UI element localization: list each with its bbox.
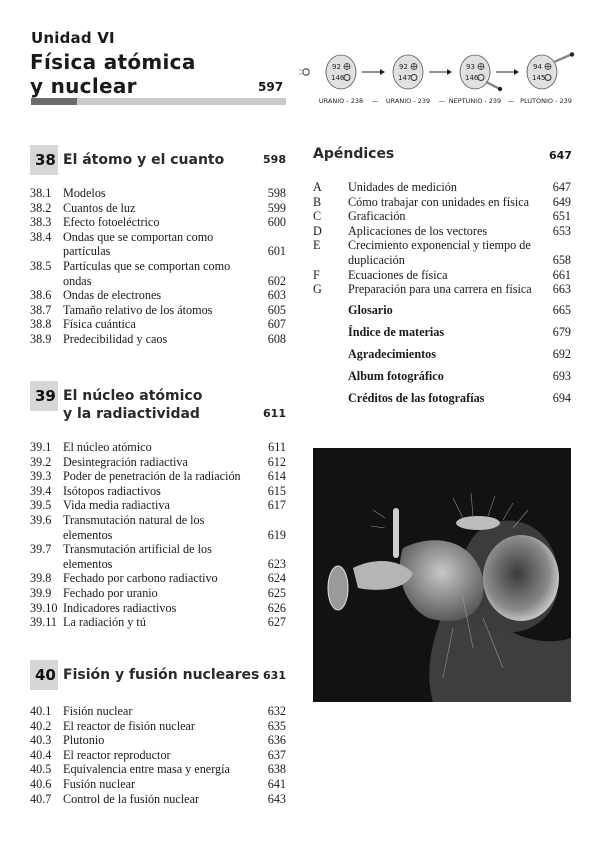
entry-page: 607 [267, 317, 286, 332]
back-matter-item[interactable] [348, 369, 571, 391]
entry-title: Preparación para una carrera en física [348, 282, 532, 297]
back-matter-item[interactable] [348, 303, 571, 325]
entry-page: 602 [267, 273, 286, 288]
entry-title: El núcleo atómico [63, 440, 152, 454]
entry-number: 38.6 [30, 288, 52, 303]
entry-number: B [313, 194, 322, 209]
toc-section-item[interactable] [30, 498, 286, 513]
entry-title: Isótopos radiactivos [63, 483, 161, 498]
toc-section-item[interactable] [30, 762, 286, 777]
entry-page: 608 [267, 331, 286, 346]
chapter-page: 631 [263, 669, 286, 682]
entry-number: G [313, 282, 322, 297]
entry-number: 40.2 [30, 718, 52, 733]
entry-title: Créditos de las fotografías [348, 391, 485, 405]
label-separator: — [438, 97, 446, 105]
entry-number: 39.6 [30, 512, 52, 527]
nucleus-circle [393, 55, 423, 89]
entry-title: Graficación [348, 209, 406, 224]
appendix-item[interactable] [313, 268, 571, 283]
entry-page: 635 [267, 718, 286, 733]
entry-title: Física cuántica [63, 317, 136, 332]
chapter-39-sections [30, 440, 286, 630]
entry-page: 694 [552, 391, 571, 405]
chapter-38-header[interactable] [30, 145, 286, 179]
entry-title: Poder de penetración de la radiación [63, 469, 241, 484]
entry-title: Vida media radiactiva [63, 498, 170, 513]
chapter-number: 40 [35, 666, 56, 684]
entry-title: Desintegración radiactiva [63, 454, 188, 469]
entry-number: 39.10 [30, 600, 58, 615]
unit-divider-bar [31, 98, 286, 105]
entry-title: Cómo trabajar con unidades en física [348, 194, 530, 209]
unit-label: Unidad VI [31, 29, 115, 47]
entry-page: 643 [267, 791, 286, 806]
toc-section-item[interactable] [30, 332, 286, 347]
entry-title: Índice de materias [348, 325, 445, 339]
neutron-count: 147 [398, 74, 412, 82]
nucleus-circle [326, 55, 356, 89]
entry-title: Equivalencia entre masa y energía [63, 762, 230, 777]
entry-title: Transmutación artificial de los elementos [63, 542, 212, 571]
entry-title: Fechado por uranio [63, 585, 158, 600]
entry-page: 692 [552, 347, 571, 361]
nucleus-2 [393, 55, 423, 89]
toc-section-item[interactable] [30, 542, 286, 571]
label-separator: — [371, 97, 379, 105]
toc-section-item[interactable] [30, 792, 286, 807]
chapter-number: 38 [35, 151, 56, 169]
chapter-40-header[interactable] [30, 660, 286, 694]
nucleus-label: URANIO - 238 [318, 97, 364, 105]
entry-page: 651 [552, 209, 571, 224]
toc-section-item[interactable] [30, 615, 286, 630]
nucleus-1 [326, 55, 356, 89]
entry-title: Indicadores radiactivos [63, 600, 177, 615]
chapter-38-sections [30, 186, 286, 347]
entry-title: Unidades de medición [348, 180, 457, 194]
entry-title: Plutonio [63, 733, 105, 748]
appendix-item[interactable] [313, 195, 571, 210]
appendix-item[interactable] [313, 209, 571, 224]
entry-page: 649 [552, 194, 571, 209]
entry-page: 603 [267, 288, 286, 303]
appendix-item[interactable] [313, 238, 571, 267]
entry-number: 40.5 [30, 762, 52, 777]
entry-page: 665 [552, 303, 571, 317]
entry-number: A [313, 180, 322, 194]
entry-page: 611 [268, 440, 286, 454]
proton-count: 92 [399, 63, 408, 71]
entry-title: Fusión nuclear [63, 776, 136, 791]
appendix-item[interactable] [313, 224, 571, 239]
appendices-list [313, 180, 571, 297]
entry-number: 39.7 [30, 542, 52, 557]
entry-page: 661 [552, 267, 571, 282]
entry-number: 38.7 [30, 302, 52, 317]
entry-number: 38.2 [30, 200, 52, 215]
toc-section-item[interactable] [30, 513, 286, 542]
entry-number: 39.11 [30, 615, 57, 630]
entry-number: 39.2 [30, 454, 52, 469]
back-matter-list [348, 303, 571, 413]
label-separator: — [507, 97, 515, 105]
entry-number: 40.4 [30, 747, 52, 762]
unit-page-number: 597 [258, 80, 284, 94]
entry-page: 679 [552, 325, 571, 339]
entry-title: Album fotográfico [348, 369, 444, 383]
nucleus-3 [460, 55, 490, 89]
entry-title: Cuantos de luz [63, 200, 136, 215]
entry-page: 600 [267, 215, 286, 230]
chapter-title: Fisión y fusión nucleares [63, 667, 260, 683]
entry-number: 38.9 [30, 331, 52, 346]
entry-number: 39.1 [30, 440, 52, 454]
entry-title: La radiación y tú [63, 615, 146, 630]
entry-page: 658 [552, 252, 571, 267]
entry-number: 38.3 [30, 215, 52, 230]
toc-section-item[interactable] [30, 317, 286, 332]
entry-page: 632 [267, 704, 286, 718]
entry-page: 627 [267, 615, 286, 630]
uranium-decay-diagram [296, 52, 586, 112]
entry-page: 617 [267, 498, 286, 513]
entry-page: 636 [267, 733, 286, 748]
entry-page: 693 [552, 369, 571, 383]
entry-page: 623 [267, 556, 286, 571]
toc-section-item[interactable] [30, 186, 286, 201]
entry-page: 624 [267, 571, 286, 586]
nucleus-label: URANIO - 239 [385, 97, 431, 105]
entry-title: El reactor reproductor [63, 747, 171, 762]
entry-title: Tamaño relativo de los átomos [63, 302, 213, 317]
toc-section-item[interactable] [30, 704, 286, 719]
unit-title-line2: y nuclear [30, 74, 137, 98]
entry-title: El reactor de fisión nuclear [63, 718, 195, 733]
toc-section-item[interactable] [30, 586, 286, 601]
chapter-39-header[interactable] [30, 381, 286, 421]
entry-page: 605 [267, 302, 286, 317]
toc-section-item[interactable] [30, 303, 286, 318]
toc-section-item[interactable] [30, 230, 286, 259]
entry-number: 39.8 [30, 571, 52, 586]
entry-number: 38.4 [30, 229, 52, 244]
entry-title: Agradecimientos [348, 347, 437, 361]
chapter-title: El átomo y el cuanto [63, 152, 225, 168]
entry-page: 647 [552, 180, 571, 194]
chapter-title: El núcleo atómico y la radiactividad [63, 388, 203, 422]
entry-title: Crecimiento exponencial y tiempo de duplicación [348, 238, 531, 267]
appendices-page: 647 [549, 149, 572, 162]
entry-title: Predecibilidad y caos [63, 331, 168, 346]
entry-page: 614 [267, 469, 286, 484]
entry-number: F [313, 267, 320, 282]
entry-page: 638 [267, 762, 286, 777]
entry-title: Fisión nuclear [63, 704, 133, 718]
toc-section-item[interactable] [30, 455, 286, 470]
entry-title: Ondas de electrones [63, 288, 162, 303]
proton-count: 94 [533, 63, 542, 71]
entry-page: 599 [267, 200, 286, 215]
entry-title: Glosario [348, 303, 393, 317]
entry-number: 38.5 [30, 258, 52, 273]
neutron-count: 146 [331, 74, 345, 82]
entry-title: Ecuaciones de física [348, 267, 448, 282]
back-matter-item[interactable] [348, 391, 571, 413]
toc-section-item[interactable] [30, 571, 286, 586]
entry-number: D [313, 223, 322, 238]
toc-section-item[interactable] [30, 719, 286, 734]
nucleus-label: PLUTONIO - 239 [520, 97, 572, 105]
chapter-40-sections [30, 704, 286, 806]
appendices-title[interactable]: Apéndices [313, 146, 395, 162]
nucleus-4 [527, 55, 557, 89]
toc-section-item[interactable] [30, 215, 286, 230]
chapter-page: 598 [263, 153, 286, 166]
entry-page: 598 [267, 186, 286, 200]
entry-number: 38.1 [30, 186, 52, 200]
appendix-item[interactable] [313, 282, 571, 297]
nucleus-circle [527, 55, 557, 89]
back-matter-item[interactable] [348, 325, 571, 347]
proton-count: 93 [466, 63, 475, 71]
entry-number: 39.5 [30, 498, 52, 513]
entry-page: 601 [267, 244, 286, 259]
entry-page: 653 [552, 223, 571, 238]
entry-number: C [313, 209, 322, 224]
toc-section-item[interactable] [30, 601, 286, 616]
toc-section-item[interactable] [30, 777, 286, 792]
entry-page: 626 [267, 600, 286, 615]
chapter-page: 611 [263, 407, 286, 420]
chapter-number: 39 [35, 387, 56, 405]
entry-number: 40.6 [30, 776, 52, 791]
entry-number: 40.3 [30, 733, 52, 748]
toc-section-item[interactable] [30, 288, 286, 303]
entry-number: 40.7 [30, 791, 52, 806]
nucleus-label: NEPTUNIO - 239 [448, 97, 502, 105]
toc-section-item[interactable] [30, 259, 286, 288]
unit-title-line1: Física atómica [30, 50, 196, 74]
entry-title: Efecto fotoeléctrico [63, 215, 160, 230]
entry-number: E [313, 238, 321, 253]
entry-title: Control de la fusión nuclear [63, 791, 200, 806]
appendix-item[interactable] [313, 180, 571, 195]
entry-page: 612 [267, 454, 286, 469]
unit-divider-bar-accent [31, 98, 77, 105]
toc-section-item[interactable] [30, 440, 286, 455]
toc-section-item[interactable] [30, 733, 286, 748]
fly-micrograph-photo [313, 448, 571, 702]
entry-page: 615 [267, 483, 286, 498]
back-matter-item[interactable] [348, 347, 571, 369]
nucleus-circle [460, 55, 490, 89]
entry-page: 619 [267, 527, 286, 542]
entry-number: 39.9 [30, 585, 52, 600]
entry-number: 39.4 [30, 483, 52, 498]
toc-section-item[interactable] [30, 484, 286, 499]
entry-number: 39.3 [30, 469, 52, 484]
incoming-neutron-icon [299, 69, 309, 75]
entry-page: 641 [267, 776, 286, 791]
entry-page: 663 [552, 282, 571, 297]
entry-title: Partículas que se comportan como ondas [63, 258, 231, 288]
entry-title: Aplicaciones de los vectores [348, 223, 488, 238]
neutron-count: 145 [532, 74, 546, 82]
entry-title: Modelos [63, 186, 106, 200]
toc-section-item[interactable] [30, 201, 286, 216]
toc-section-item[interactable] [30, 469, 286, 484]
entry-title: Fechado por carbono radiactivo [63, 571, 218, 586]
proton-count: 92 [332, 63, 341, 71]
decay-arrow-icon [362, 69, 519, 75]
entry-page: 637 [267, 747, 286, 762]
entry-number: 40.1 [30, 704, 52, 718]
neutron-count: 146 [465, 74, 479, 82]
toc-section-item[interactable] [30, 748, 286, 763]
entry-page: 625 [267, 585, 286, 600]
entry-title: Ondas que se comportan como partículas [63, 229, 214, 259]
entry-number: 38.8 [30, 317, 52, 332]
entry-title: Transmutación natural de los elementos [63, 512, 205, 542]
